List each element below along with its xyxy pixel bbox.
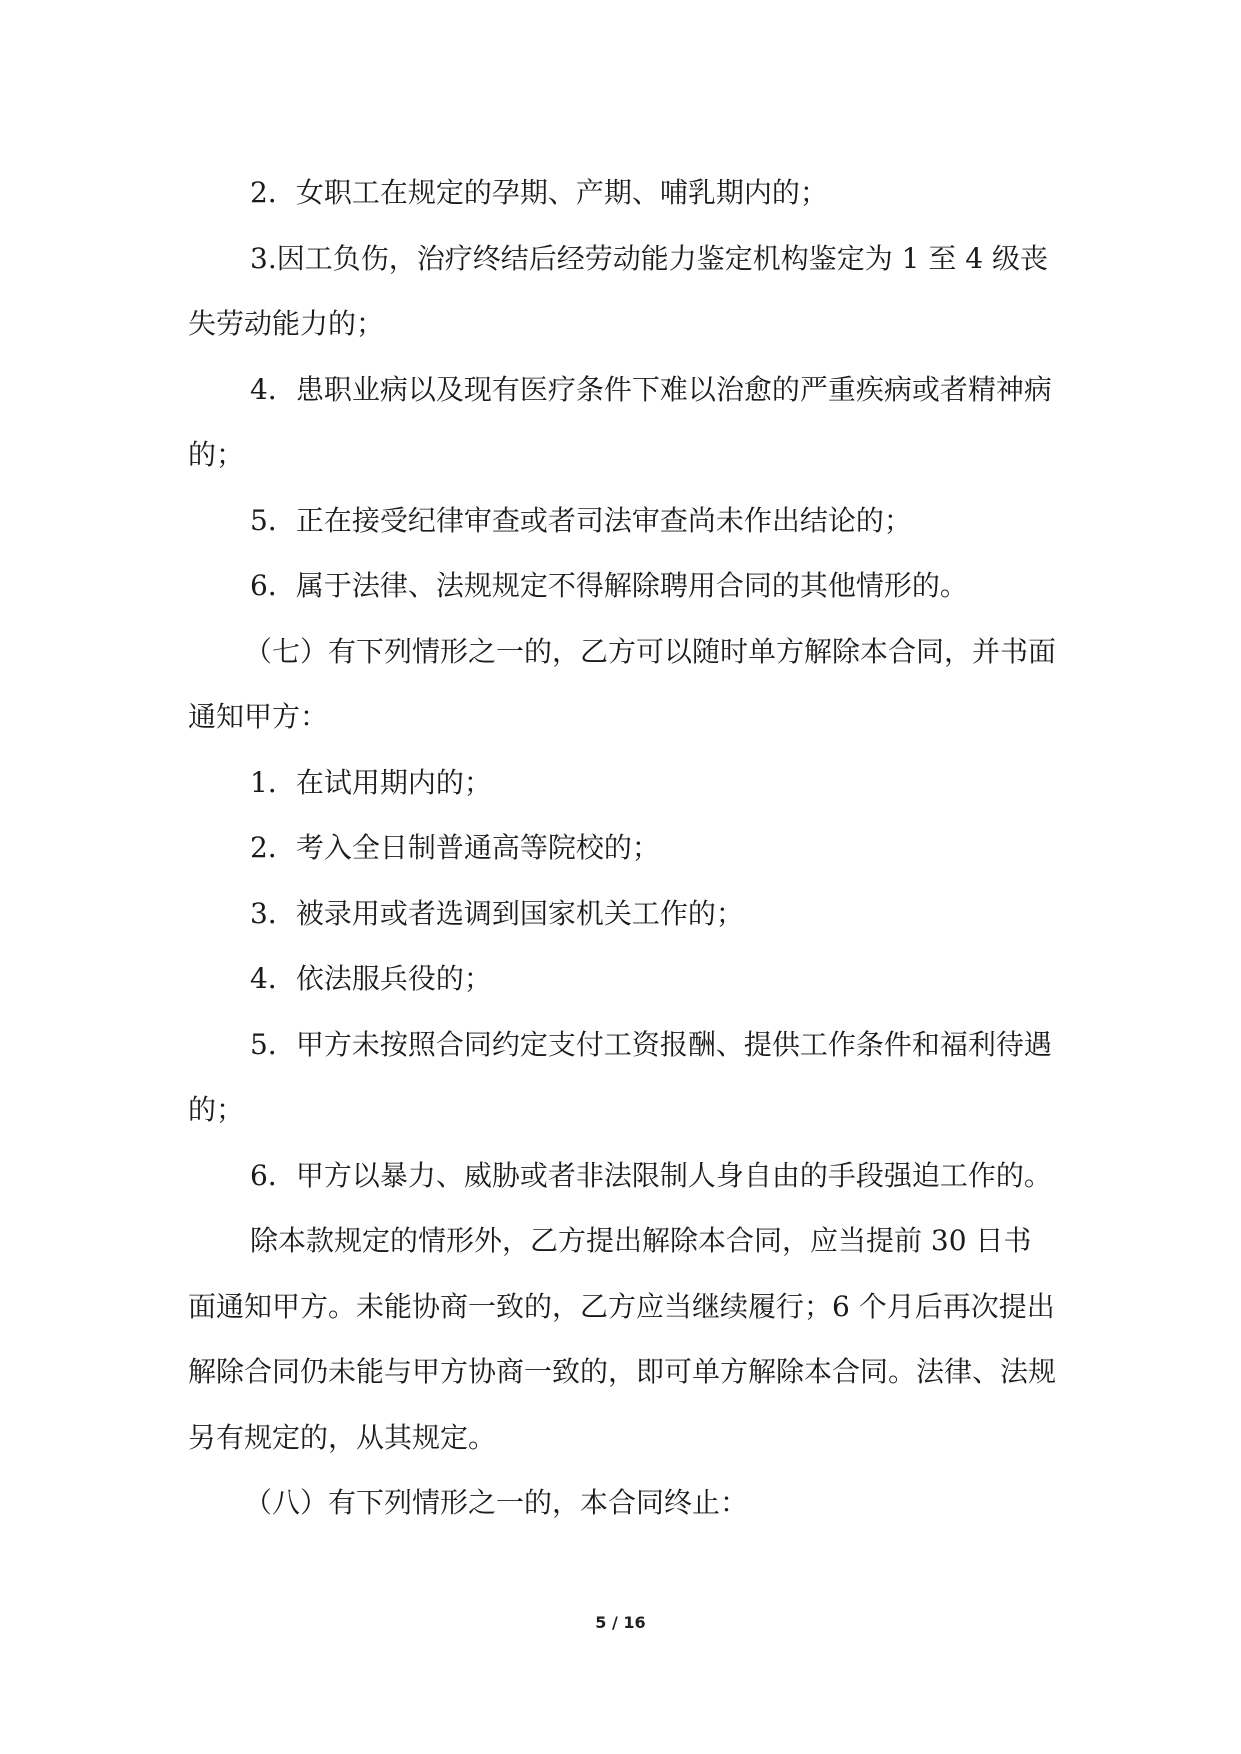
- clause-seven-item-2: 2．考入全日制普通高等院校的；: [250, 831, 660, 864]
- document-body: [188, 160, 1058, 1536]
- clause-item-3-work-injury: 3.因工负伤，治疗终结后经劳动能力鉴定机构鉴定为 1 至 4 级丧失劳动能力的；: [188, 241, 1048, 340]
- page-number: 5 / 16: [595, 1613, 646, 1632]
- clause-item-4-occupational-disease: 4．患职业病以及现有医疗条件下难以治愈的严重疾病或者精神病的；: [188, 372, 1052, 471]
- clause-item-5-under-review: 5．正在接受纪律审查或者司法审查尚未作出结论的；: [250, 503, 912, 537]
- clause-seven-item-4: 4．依法服兵役的；: [250, 962, 492, 995]
- clause-seven-item-5: 5．甲方未按照合同约定支付工资报酬、提供工作条件和福利待遇的；: [188, 1027, 1052, 1126]
- clause-seven-exception-paragraph: 除本款规定的情形外，乙方提出解除本合同，应当提前 30 日书面通知甲方。未能协商一致的，乙方应当继续履行；6 个月后再次提出解除合同仍未能与甲方协商一致的，即可单方解除本合同。法律、法规另有规定的，从其规定。: [188, 1224, 1057, 1454]
- clause-item-6-legal-exclusion: 6．属于法律、法规规定不得解除聘用合同的其他情形的。: [250, 569, 968, 602]
- section-heading-eight: （八）有下列情形之一的，本合同终止：: [244, 1486, 749, 1519]
- section-heading-seven: （七）有下列情形之一的，乙方可以随时单方解除本合同，并书面通知甲方：: [188, 634, 1057, 733]
- clause-seven-item-3: 3．被录用或者选调到国家机关工作的；: [250, 896, 744, 930]
- clause-seven-item-6: 6．甲方以暴力、威胁或者非法限制人身自由的手段强迫工作的。: [250, 1158, 1052, 1192]
- clause-seven-item-1: 1．在试用期内的；: [250, 765, 492, 799]
- clause-item-2-female-staff: 2．女职工在规定的孕期、产期、哺乳期内的；: [250, 176, 828, 209]
